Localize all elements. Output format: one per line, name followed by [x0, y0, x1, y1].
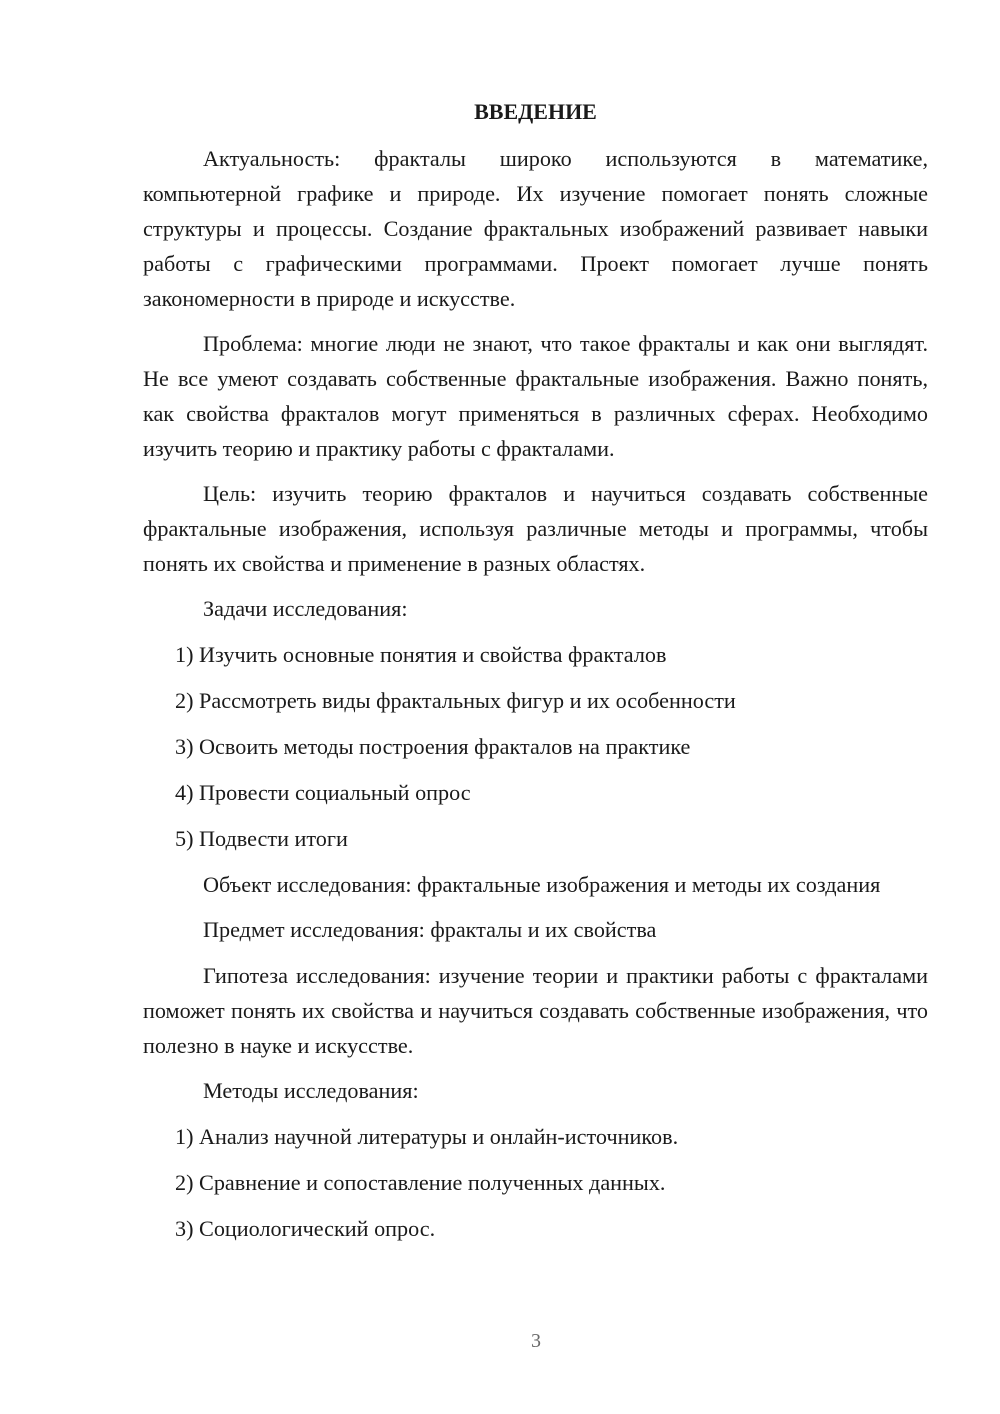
subject-paragraph: Предмет исследования: фракталы и их свойства	[203, 917, 657, 942]
list-item: 4) Провести социальный опрос	[175, 780, 471, 805]
page-number: 3	[531, 1330, 541, 1352]
section-heading: ВВЕДЕНИЕ	[474, 99, 597, 124]
list-item: 1) Изучить основные понятия и свойства фракталов	[175, 642, 667, 667]
list-item: 5) Подвести итоги	[175, 826, 348, 851]
list-item: 3) Освоить методы построения фракталов на практике	[175, 734, 691, 759]
document-page	[143, 94, 928, 1257]
list-item: 1) Анализ научной литературы и онлайн-источников.	[175, 1124, 679, 1149]
list-item: 2) Сравнение и сопоставление полученных данных.	[175, 1170, 666, 1195]
methods-title: Методы исследования:	[203, 1078, 419, 1103]
methods-list	[143, 1119, 928, 1246]
list-item: 2) Рассмотреть виды фрактальных фигур и их особенности	[175, 688, 736, 713]
list-item: 3) Социологический опрос.	[175, 1216, 436, 1241]
object-paragraph: Объект исследования: фрактальные изображения и методы их создания	[203, 872, 881, 897]
goal-paragraph: Цель: изучить теорию фракталов и научиться создавать собственные фрактальные изображения, используя различные методы и программы, чтобы понять их свойства и применение в разных областях.	[143, 481, 928, 576]
hypothesis-paragraph: Гипотеза исследования: изучение теории и практики работы с фракталами поможет понять их свойства и научиться создавать собственные изображения, что полезно в науке и искусстве.	[143, 963, 928, 1058]
relevance-paragraph: Актуальность: фракталы широко используются в математике, компьютерной графике и природе. Их изучение помогает понять сложные структуры и процессы. Создание фрактальных изображений развивает навыки работы с графическими программами. Проект помогает лучше понять закономерности в природе и искусстве.	[143, 146, 928, 311]
problem-paragraph: Проблема: многие люди не знают, что такое фракталы и как они выглядят. Не все умеют создавать собственные фрактальные изображения. Важно понять, как свойства фракталов могут применяться в различных сферах. Необходимо изучить теорию и практику работы с фракталами.	[143, 331, 928, 461]
tasks-list	[143, 637, 928, 856]
tasks-title: Задачи исследования:	[203, 596, 408, 621]
